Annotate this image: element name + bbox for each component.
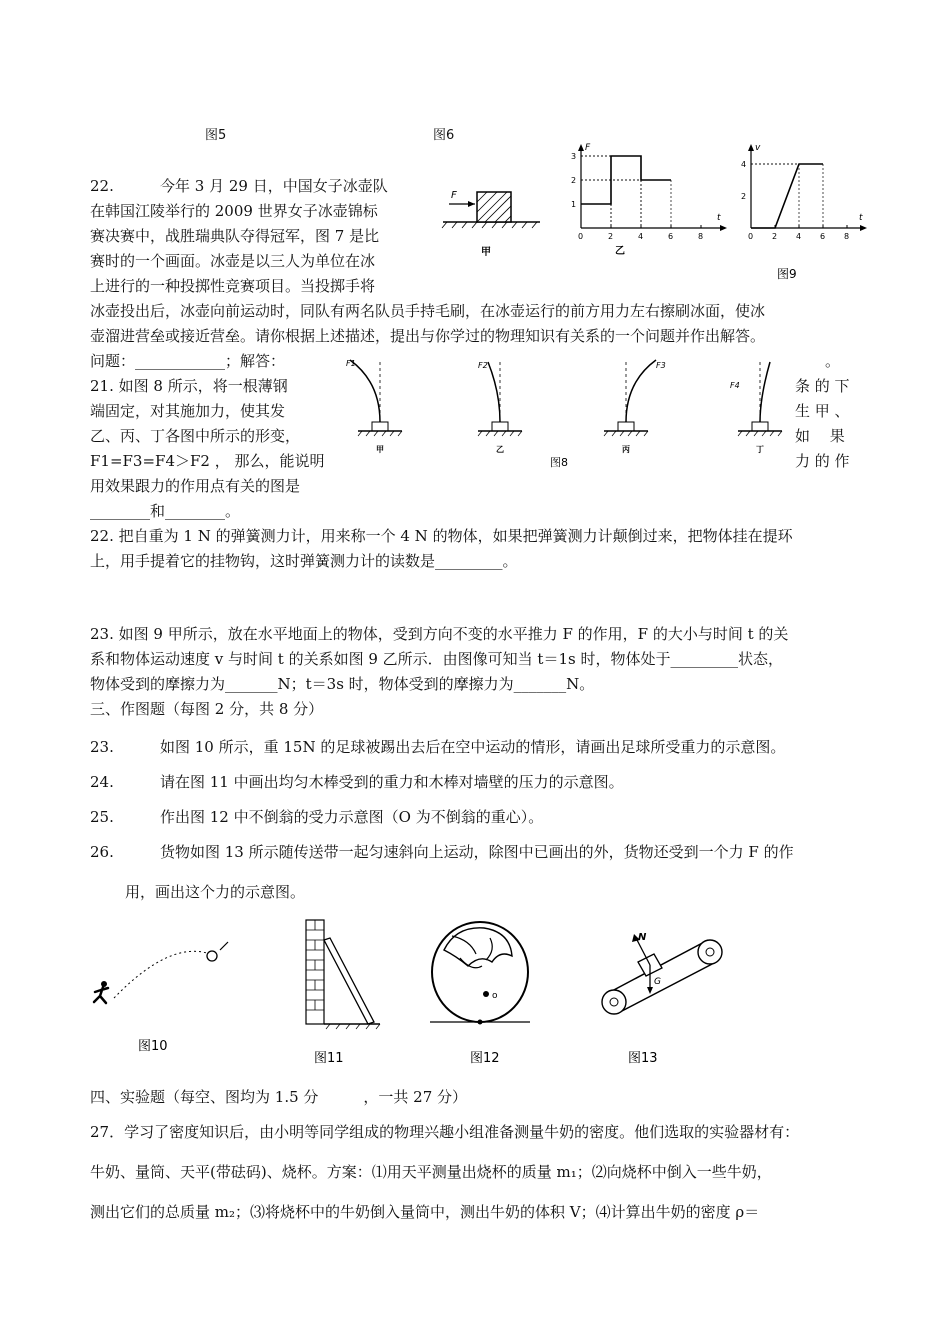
y-tick-label: 1	[571, 200, 577, 209]
figures-10-13	[80, 910, 840, 1070]
fig8-jia	[346, 359, 402, 454]
x-tick-label: 6	[820, 232, 826, 241]
kicker-head	[101, 981, 107, 987]
y-tick-label: 4	[741, 160, 747, 169]
q21-right-2: 生 甲 、	[795, 402, 850, 420]
svg-text:F2: F2	[478, 361, 488, 370]
q21-line-1: 21. 如图 8 所示，将一根薄钢	[90, 377, 288, 395]
y-axis-label: F	[585, 143, 591, 153]
svg-text:丙: 丙	[622, 445, 630, 454]
draw-q25: 25. 作出图 12 中不倒翁的受力示意图（O 为不倒翁的重心）。	[90, 808, 544, 826]
q21-line-2: 端固定，对其施加力，使其发	[90, 402, 286, 420]
q27-line-1: 27．学习了密度知识后，由小明等同学组成的物理兴趣小组准备测量牛奶的密度。他们选取的实验器材有：	[90, 1123, 800, 1141]
x-tick-label: 4	[796, 232, 802, 241]
g-label: G	[654, 977, 661, 987]
fig13-caption: 图13	[628, 1051, 658, 1066]
fig11-caption: 图11	[314, 1051, 344, 1066]
draw-q26: 26. 货物如图 13 所示随传送带一起匀速斜向上运动，除图中已画出的外，货物还受到一个力 F 的作	[90, 843, 794, 861]
series-line-v	[751, 164, 823, 228]
wooden-rod	[324, 938, 374, 1024]
figure-9	[435, 140, 875, 280]
q22a-line-5: 上进行的一种投掷性竞赛项目。当投掷手将	[90, 277, 376, 295]
q27-line-3: 测出它们的总质量 m₂；⑶将烧杯中的牛奶倒入量筒中，测出牛奶的体积 V；⑷计算出牛奶的密度 ρ＝	[90, 1203, 760, 1221]
fig11	[306, 920, 380, 1066]
n-label: N	[638, 932, 647, 943]
fig12-caption: 图12	[470, 1051, 500, 1066]
figure-8	[330, 352, 790, 472]
q22a-line-4: 赛时的一个画面。冰壶是以三人为单位在冰	[90, 252, 376, 270]
q21-right-1: 条 的 下	[795, 377, 850, 395]
svg-text:o: o	[492, 991, 498, 1001]
q23-line-1: 23. 如图 9 甲所示，放在水平地面上的物体，受到方向不变的水平推力 F 的作用，F 的大小与时间 t 的关	[90, 625, 789, 643]
graph-v-t	[741, 143, 867, 241]
fig8-bing	[604, 360, 666, 454]
fig8-yi	[478, 361, 522, 454]
x-tick-label: 8	[698, 232, 704, 241]
x-tick-label: 0	[748, 232, 754, 241]
graph-f-t	[571, 143, 727, 241]
q22b-line-2: 上，用手提着它的挂物钩，这时弹簧测力计的读数是_________。	[90, 552, 518, 570]
motion-mark	[220, 942, 228, 950]
ball	[207, 951, 217, 961]
q27-line-2: 牛奶、量筒、天平(带砝码)、烧杯。方案：⑴用天平测量出烧杯的质量 m₁；⑵向烧杯中倒入一些牛奶，	[90, 1163, 772, 1181]
y-tick-label: 2	[571, 176, 577, 185]
section-3-heading: 三、作图题（每图 2 分，共 8 分）	[90, 700, 324, 718]
force-label: F	[451, 190, 457, 201]
section-4-heading: 四、实验题（每空、图均为 1.5 分 ，一共 27 分）	[90, 1088, 468, 1106]
q23-line-2: 系和物体运动速度 v 与时间 t 的关系如图 9 乙所示．由图像可知当 t＝1s 时，物体处于_________状态，	[90, 650, 783, 668]
draw-q26-cont: 用，画出这个力的示意图。	[125, 883, 306, 901]
q21-line-3: 乙、丙、丁各图中所示的形变，	[90, 427, 301, 445]
q21-line-6: ________和________。	[90, 502, 241, 520]
q22a-full-2: 壶溜进营垒或接近营垒。请你根据上述描述，提出与你学过的物理知识有关系的一个问题并作出解答。	[90, 327, 766, 345]
fig10-caption: 图10	[138, 1039, 168, 1054]
fig5-caption: 图5	[205, 128, 227, 143]
x-tick-label: 2	[608, 232, 614, 241]
x-axis-label: t	[859, 213, 863, 223]
center-of-gravity	[483, 991, 489, 997]
q22a-end-mark: 。	[825, 352, 841, 370]
fig12	[430, 922, 530, 1066]
q22a-line-1: 22. 今年 3 月 29 日，中国女子冰壶队	[90, 174, 388, 199]
svg-text:乙: 乙	[496, 445, 504, 454]
label-jia: 甲	[481, 247, 491, 258]
x-tick-label: 4	[638, 232, 644, 241]
draw-q23: 23. 如图 10 所示，重 15N 的足球被踢出去后在空中运动的情形，请画出足球所受重力的示意图。	[90, 738, 786, 756]
q21-right-4: 力 的 作	[795, 452, 850, 470]
fig8-ding	[730, 362, 782, 454]
ground-hatch	[442, 222, 537, 228]
question-number: 22.	[90, 177, 114, 195]
q21-line-4: F1=F3=F4＞F2 ， 那么，能说明	[90, 452, 325, 470]
q22b-line-1: 22. 把自重为 1 N 的弹簧测力计，用来称一个 4 N 的物体，如果把弹簧测力计颠倒过来，把物体挂在提环	[90, 527, 793, 545]
belt-bottom	[620, 962, 716, 1012]
q22a-full-1: 冰壶投出后，冰壶向前运动时，同队有两名队员手持毛刷，在冰壶运行的前方用力左右擦刷冰面，使冰	[90, 302, 766, 320]
y-tick-label: 3	[571, 152, 577, 161]
q21-line-5: 用效果跟力的作用点有关的图是	[90, 477, 301, 495]
y-tick-label: 2	[741, 192, 747, 201]
svg-text:F4: F4	[730, 381, 740, 390]
y-axis-label: v	[755, 143, 761, 153]
svg-text:丁: 丁	[756, 445, 764, 454]
kicker-body	[94, 987, 108, 1003]
q21-right-3: 如 果	[795, 427, 845, 445]
x-tick-label: 2	[772, 232, 778, 241]
x-tick-label: 6	[668, 232, 674, 241]
q22a-answer-line: 问题：____________；解答：	[90, 352, 286, 370]
svg-text:F1: F1	[346, 359, 356, 368]
ball-trajectory	[114, 951, 210, 998]
force-arrow-head	[468, 201, 475, 207]
q22a-line-2: 在韩国江陵举行的 2009 世界女子冰壶锦标	[90, 202, 378, 220]
q23-line-3: 物体受到的摩擦力为_______N；t＝3s 时，物体受到的摩擦力为_______N。	[90, 675, 595, 693]
fig13	[602, 932, 722, 1066]
svg-text:F3: F3	[656, 361, 666, 370]
x-tick-label: 8	[844, 232, 850, 241]
fig10	[94, 942, 228, 1054]
q22a-line-3: 赛决赛中，战胜瑞典队夺得冠军，图 7 是比	[90, 227, 380, 245]
fig8-caption: 图8	[550, 456, 568, 469]
fig6-caption: 图6	[433, 128, 455, 143]
x-axis-label: t	[717, 213, 721, 223]
x-tick-label: 0	[578, 232, 584, 241]
fig9-caption: 图9	[777, 267, 797, 280]
svg-text:甲: 甲	[376, 445, 384, 454]
draw-q24: 24. 请在图 11 中画出均匀木棒受到的重力和木棒对墙壁的压力的示意图。	[90, 773, 624, 791]
tumbler-body	[432, 922, 528, 1022]
label-yi: 乙	[615, 246, 625, 257]
